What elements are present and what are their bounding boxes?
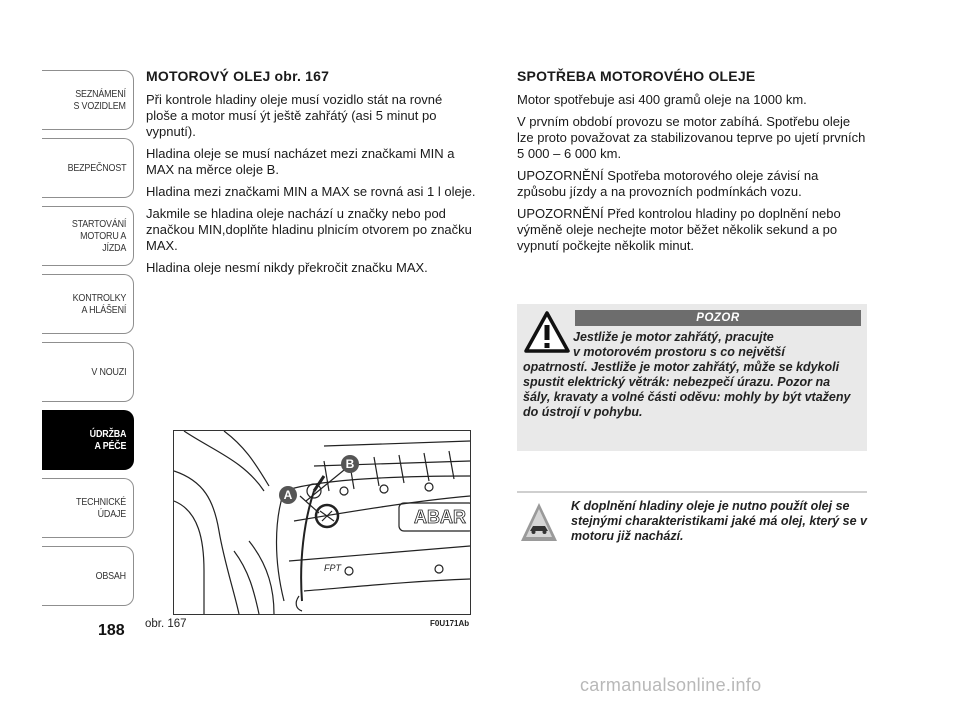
label-a: A bbox=[283, 488, 293, 502]
section-heading-consumption: SPOTŘEBA MOTOROVÉHO OLEJE bbox=[517, 68, 756, 84]
section-heading-oil: MOTOROVÝ OLEJ obr. 167 bbox=[146, 68, 330, 84]
vehicle-note-icon bbox=[519, 501, 559, 543]
tab-technicke[interactable]: TECHNICKÉ ÚDAJE bbox=[42, 478, 134, 538]
tab-seznameni[interactable]: SEZNÁMENÍ S VOZIDLEM bbox=[42, 70, 134, 130]
engine-figure bbox=[173, 430, 471, 615]
right-column bbox=[517, 68, 867, 260]
warning-header: POZOR bbox=[575, 310, 861, 326]
paragraph: V prvním období provozu se motor zabíhá. Spotřebu oleje lze proto považovat za stabilizovanou teprve po ujetí prvních 5 000 – 6 000 km. bbox=[517, 114, 866, 161]
paragraph: Hladina oleje se musí nacházet mezi značkami MIN a MAX na měrce oleje B. bbox=[146, 146, 455, 177]
figure-code: F0U171Ab bbox=[430, 619, 470, 628]
tab-kontrolky[interactable]: KONTROLKY A HLÁŠENÍ bbox=[42, 274, 134, 334]
tab-v-nouzi[interactable]: V NOUZI bbox=[42, 342, 134, 402]
paragraph: Jakmile se hladina oleje nachází u značky nebo pod značkou MIN,doplňte hladinu plnicím otvorem po značku MAX. bbox=[146, 206, 472, 253]
paragraph: Hladina oleje nesmí nikdy překročit značku MAX. bbox=[146, 260, 428, 275]
paragraph: UPOZORNĚNÍ Spotřeba motorového oleje závisí na způsobu jízdy a na provozních podmínkách vozu. bbox=[517, 168, 819, 199]
engine-badge-text: ABAR bbox=[414, 507, 466, 527]
label-b: B bbox=[345, 457, 355, 471]
page-number: 188 bbox=[98, 622, 125, 639]
paragraph: Hladina mezi značkami MIN a MAX se rovná asi 1 l oleje. bbox=[146, 184, 476, 199]
tab-bezpecnost[interactable]: BEZPEČNOST bbox=[42, 138, 134, 198]
note-box bbox=[517, 491, 867, 553]
left-column bbox=[146, 68, 476, 282]
tab-startovani[interactable]: STARTOVÁNÍ MOTORU A JÍZDA bbox=[42, 206, 134, 266]
engine-illustration bbox=[174, 431, 470, 614]
figure-caption: obr. 167 bbox=[145, 618, 187, 630]
paragraph: Při kontrole hladiny oleje musí vozidlo stát na rovné ploše a motor musí ýt ještě zahřátý (asi 5 minut po vypnutí). bbox=[146, 92, 443, 139]
warning-text: Jestliže je motor zahřátý, pracujte v motorovém prostoru s co největší opatrností. Jestliže je motor zahřátý, může se kdykoli spustit elektrický větrák: nebezpečí úrazu. Pozor na šály, kravaty a volné části oděvu: mohly by být vtaženy do ústrojí v pohybu. bbox=[523, 330, 851, 419]
tab-udrzba[interactable]: ÚDRŽBA A PÉČE bbox=[42, 410, 134, 470]
warning-box bbox=[517, 304, 867, 451]
watermark: carmanualsonline.info bbox=[580, 675, 762, 695]
note-text: K doplnění hladiny oleje je nutno použít olej se stejnými charakteristikami jaké má olej, který se v motoru již nachází. bbox=[571, 499, 868, 543]
fpt-logo-text: FPT bbox=[324, 563, 341, 573]
tab-obsah[interactable]: OBSAH bbox=[42, 546, 134, 606]
chapter-tabs bbox=[42, 70, 134, 614]
paragraph: Motor spotřebuje asi 400 gramů oleje na 1000 km. bbox=[517, 92, 807, 107]
paragraph: UPOZORNĚNÍ Před kontrolou hladiny po doplnění nebo výměně oleje nechejte motor běžet několik sekund a po vypnutí počkejte několik minut. bbox=[517, 206, 841, 253]
